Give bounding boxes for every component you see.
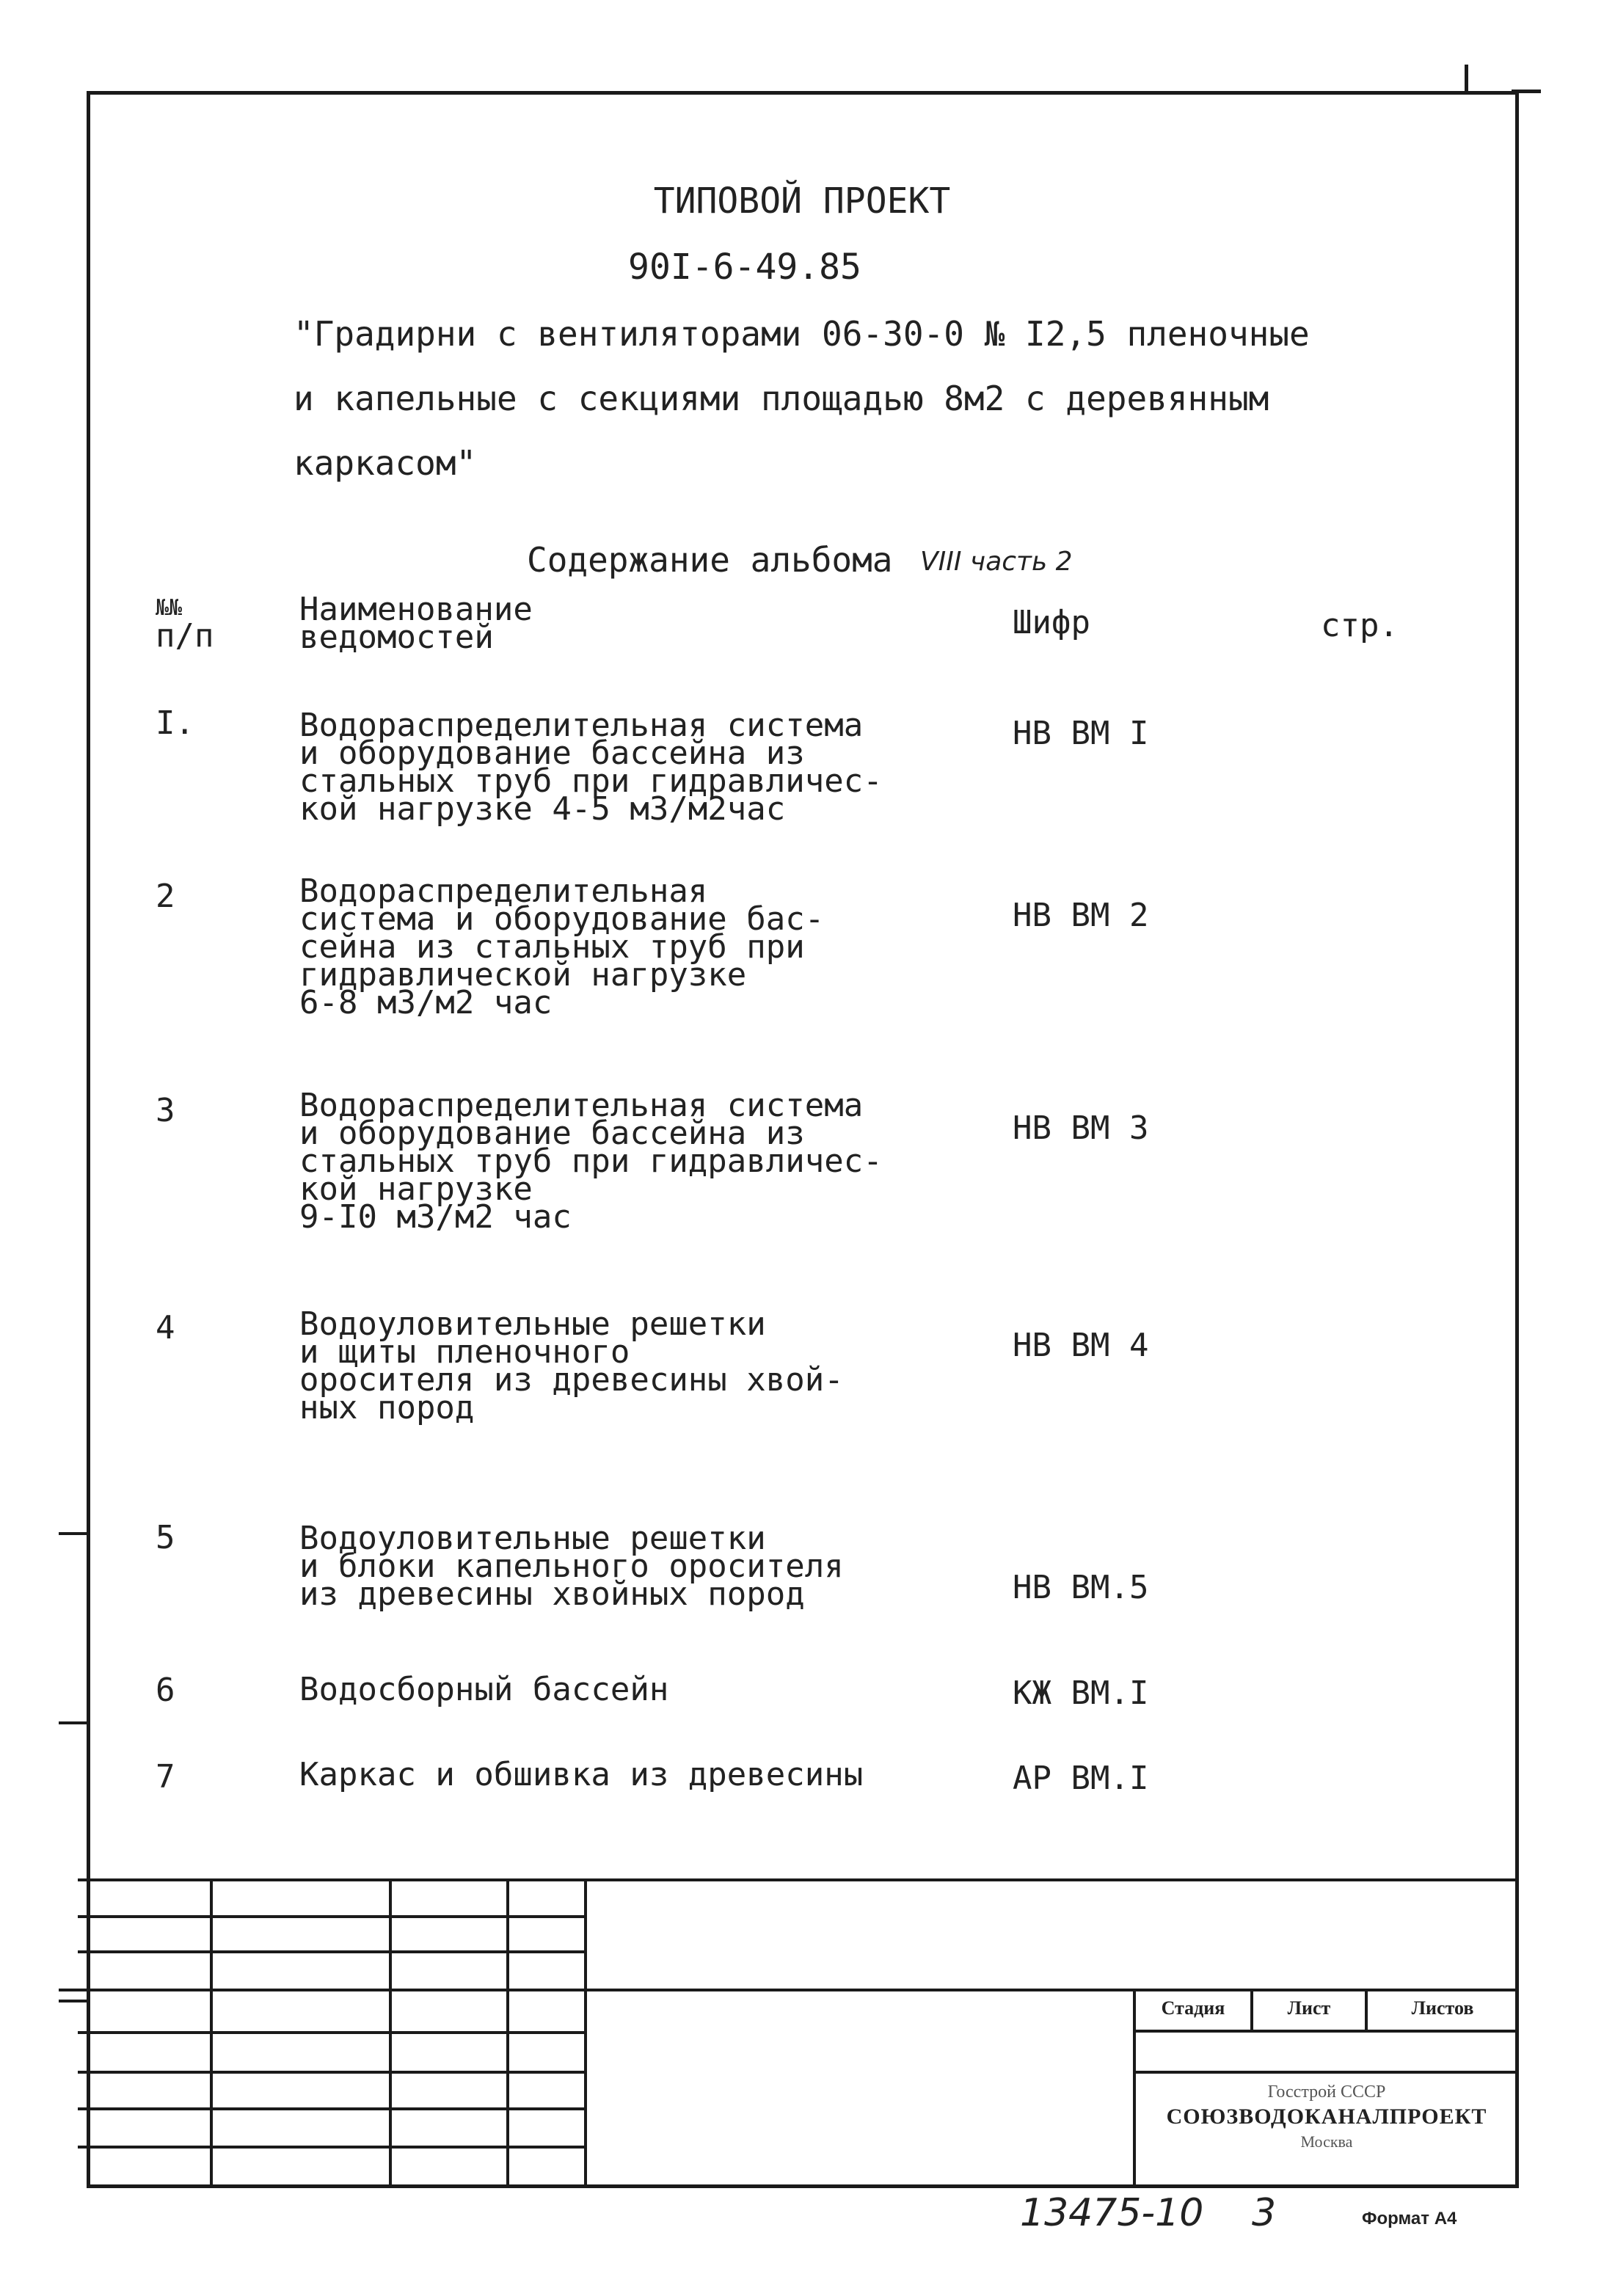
item-number: 7	[156, 1758, 175, 1796]
handwritten-album-part: VIII часть 2	[920, 547, 1073, 577]
org-name: СОЮЗВОДОКАНАЛПРОЕКТ	[1166, 2104, 1487, 2129]
binding-tick	[59, 1532, 88, 1535]
item-code: НВ ВМ 2	[1013, 897, 1149, 934]
item-code: КЖ ВМ.I	[1013, 1674, 1149, 1712]
item-name: Водосборный бассейн	[299, 1671, 669, 1708]
col-page-header: стр.	[1321, 607, 1399, 644]
item-name: Водоуловительные решетки и блоки капельного оросителя из древесины хвойных пород	[299, 1520, 844, 1613]
item-name: Водоуловительные решетки и щиты пленочного оросителя из древесины хвой- ных пород	[299, 1305, 844, 1426]
item-name: Водораспределительная система и оборудование бассейна из стальных труб при гидравличес- кой нагрузке 9-I0 м3/м2 час	[299, 1087, 883, 1236]
col-code-header: Шифр	[1013, 604, 1090, 641]
contents-heading: Содержание альбома	[527, 540, 893, 580]
page-number: 3	[1252, 2191, 1277, 2235]
stage-label: Стадия	[1161, 1997, 1225, 2019]
project-description-line: и капельные с секциями площадью 8м2 с деревянным	[294, 379, 1269, 418]
project-number: 90I-6-49.85	[628, 247, 861, 288]
paper-format: Формат А4	[1362, 2209, 1457, 2228]
item-code: НВ ВМ 4	[1013, 1327, 1149, 1364]
col-name-header-line2: ведомостей	[299, 619, 494, 656]
item-number: 6	[156, 1672, 175, 1709]
sheets-count-label: Листов	[1411, 1997, 1474, 2019]
item-number: 4	[156, 1309, 175, 1346]
corner-mark	[1465, 65, 1468, 92]
item-number: 5	[156, 1519, 175, 1556]
item-code: НВ ВМ 3	[1013, 1109, 1149, 1147]
frame-extension	[1512, 90, 1541, 93]
project-description-line: "Градирни с вентиляторами 06-30-0 № I2,5 пленочные	[294, 314, 1310, 354]
item-name: Водораспределительная система и оборудование бассейна из стальных труб при гидравличес- кой нагрузке 4-5 м3/м2час	[299, 707, 883, 828]
sheet-label: Лист	[1287, 1997, 1331, 2019]
col-num-header-line2: п/п	[156, 617, 214, 655]
item-number: 2	[156, 878, 175, 915]
item-name: Каркас и обшивка из древесины	[299, 1756, 864, 1793]
project-description-line: каркасом"	[294, 443, 477, 483]
col-num-header-line1: №№	[156, 595, 183, 621]
org-city: Москва	[1300, 2132, 1353, 2151]
binding-tick	[59, 1721, 88, 1724]
col-name-header-line1: Наименование	[299, 591, 533, 628]
binding-tick	[59, 2000, 88, 2002]
item-name: Водораспределительная система и оборудование бас- сейна из стальных труб при гидравлической нагрузке 6-8 м3/м2 час	[299, 872, 825, 1021]
item-number: 3	[156, 1092, 175, 1129]
org-ministry: Госстрой СССР	[1267, 2082, 1386, 2102]
item-code: НВ ВМ I	[1013, 715, 1149, 752]
document-type-title: ТИПОВОЙ ПРОЕКТ	[653, 181, 951, 222]
item-number: I.	[156, 704, 194, 742]
item-code: НВ ВМ.5	[1013, 1569, 1149, 1606]
item-code: АР ВМ.I	[1013, 1760, 1149, 1797]
inventory-number: 13475-10	[1020, 2191, 1204, 2235]
